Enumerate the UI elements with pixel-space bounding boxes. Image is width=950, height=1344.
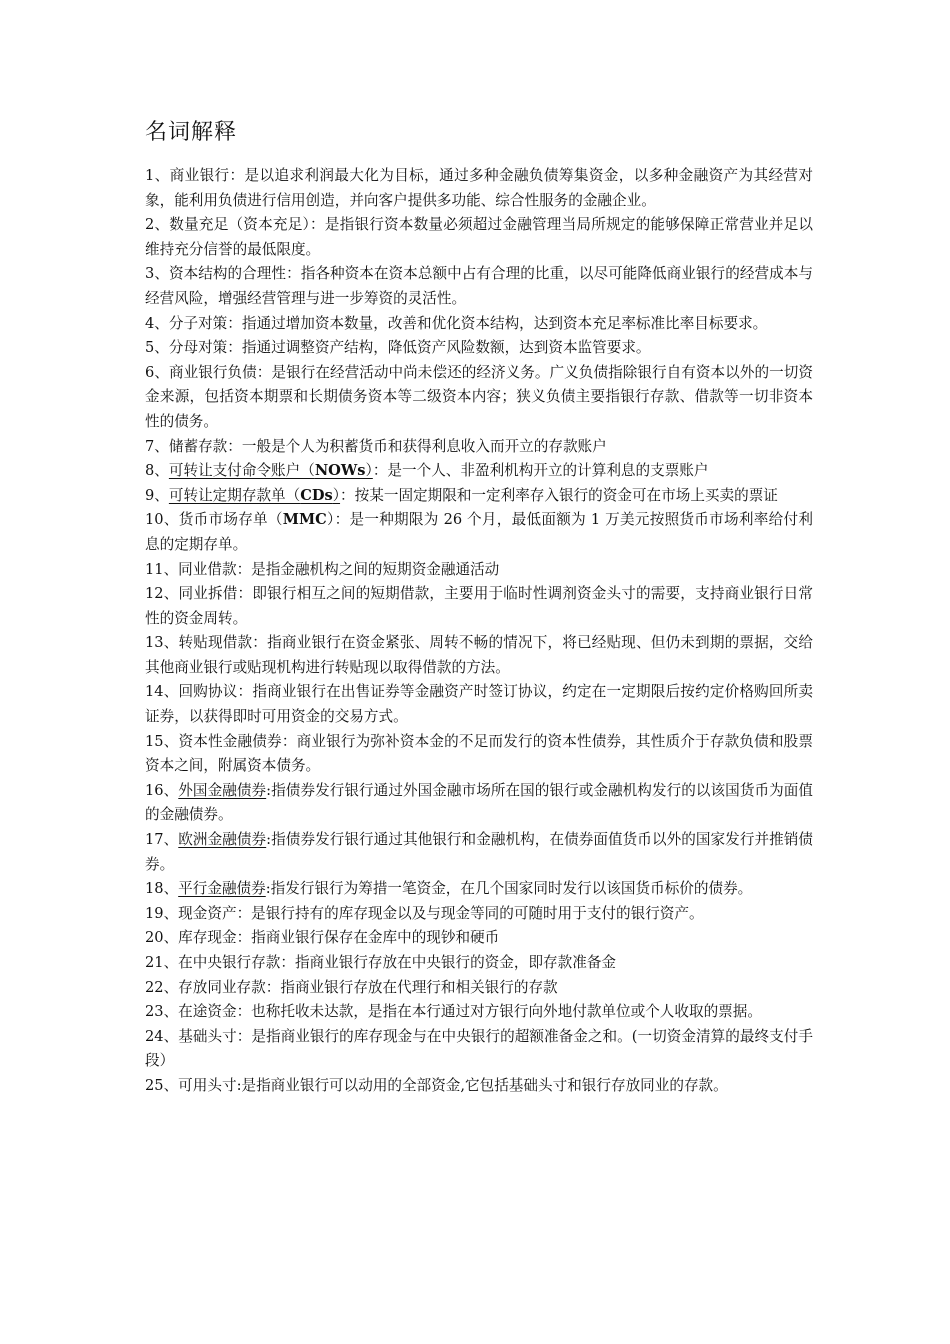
entry-definition: 指商业银行存放在中央银行的资金，即存款准备金: [294, 954, 617, 971]
entry-term: 转贴现借款: [178, 634, 253, 652]
list-item: 6、商业银行负债：是银行在经营活动中尚未偿还的经济义务。广义负债指除银行自有资本以外的一切资金来源，包括资本期票和长期债务资本等二级资本内容；狭义负债主要指银行存款、借款等一切非资本性的债务。: [145, 363, 813, 430]
entry-term-link[interactable]: 外国金融债券: [178, 781, 267, 799]
entry-number: 10、: [145, 511, 179, 529]
page-title: 名词解释: [145, 120, 238, 145]
entry-term: 回购协议: [178, 683, 238, 701]
document-page: [145, 118, 813, 1099]
entry-term: 资本性金融债券: [178, 732, 282, 750]
list-item: 3、资本结构的合理性：指各种资本在资本总额中占有合理的比重，以尽可能降低商业银行的经营成本与经营风险，增强经营管理与进一步筹资的灵活性。: [145, 265, 813, 307]
entry-definition: 指债券发行银行通过外国金融市场所在国的银行或金融机构发行的以该国货币为面值的金融债券。: [145, 781, 813, 824]
entry-term: 可用头寸: [178, 1076, 237, 1094]
entry-number: 17、: [145, 831, 179, 849]
list-item: 2、数量充足（资本充足）：是指银行资本数量必须超过金融管理当局所规定的能够保障正常营业并足以维持充分信誉的最低限度。: [145, 216, 813, 258]
list-item: 8、可转让支付命令账户（NOWs）：是一个人、非盈利机构开立的计算利息的支票账户: [145, 462, 709, 480]
list-item: 25、可用头寸:是指商业银行可以动用的全部资金,它包括基础头寸和银行存放同业的存款。: [145, 1076, 728, 1094]
entry-definition: 是指银行资本数量必须超过金融管理当局所规定的能够保障正常营业并足以维持充分信誉的最低限度。: [145, 216, 813, 258]
entry-number: 25、: [145, 1076, 179, 1094]
entry-term: 资本结构的合理性: [168, 265, 287, 283]
entry-term: 存放同业存款: [178, 978, 266, 996]
list-item: 17、欧洲金融债券:指债券发行银行通过其他银行和金融机构，在债券面值货币以外的国家发行并推销债券。: [145, 831, 813, 873]
entry-number: 2、: [145, 216, 170, 234]
entry-definition: 是银行在经营活动中尚未偿还的经济义务。广义负债指除银行自有资本以外的一切资金来源，包括资本期票和长期债务资本等二级资本内容；狭义负债主要指银行存款、借款等一切非资本性的债务。: [145, 363, 813, 430]
entry-number: 20、: [145, 929, 179, 947]
list-item: 12、同业拆借：即银行相互之间的短期借款，主要用于临时性调剂资金头寸的需要，支持商业银行日常性的资金周转。: [145, 585, 813, 627]
entry-number: 22、: [145, 978, 179, 996]
entry-term: 货币市场存单（MMC）: [178, 511, 335, 529]
entry-definition: 指商业银行在出售证券等金融资产时签订协议，约定在一定期限后按约定价格购回所卖证券，以获得即时可用资金的交易方式。: [145, 683, 813, 726]
entry-number: 24、: [145, 1027, 179, 1045]
entry-term: 商业银行: [169, 167, 230, 184]
entry-term: 现金资产: [178, 904, 237, 922]
list-item: 11、同业借款：是指金融机构之间的短期资金融通活动: [145, 560, 500, 578]
list-item: 23、在途资金：也称托收未达款，是指在本行通过对方银行向外地付款单位或个人收取的票据。: [145, 1003, 762, 1021]
entry-definition: 是一种期限为 26 个月，最低面额为 1 万美元按照货币市场利率给付利息的定期存单。: [145, 511, 813, 553]
entry-term-link[interactable]: 欧洲金融债券: [178, 831, 267, 849]
term-list: [145, 164, 813, 1099]
list-item: 24、基础头寸：是指商业银行的库存现金与在中央银行的超额准备金之和。(一切资金清算的最终支付手段）: [145, 1027, 813, 1070]
entry-term-link[interactable]: 可转让支付命令账户（NOWs）: [168, 462, 373, 480]
entry-definition: 是一个人、非盈利机构开立的计算利息的支票账户: [387, 462, 709, 480]
entry-number: 12、: [145, 585, 179, 603]
list-item: 20、库存现金：指商业银行保存在金库中的现钞和硬币: [145, 929, 500, 947]
entry-definition: 指商业银行保存在金库中的现钞和硬币: [251, 929, 500, 947]
entry-definition: 即银行相互之间的短期借款，主要用于临时性调剂资金头寸的需要，支持商业银行日常性的资金周转。: [145, 585, 813, 627]
entry-number: 14、: [145, 683, 179, 701]
entry-number: 23、: [145, 1003, 179, 1021]
entry-definition: 按某一固定期限和一定利率存入银行的资金可在市场上买卖的票证: [354, 486, 778, 504]
entry-number: 1、: [145, 167, 170, 184]
entry-number: 18、: [145, 880, 179, 898]
entry-term: 储蓄存款: [168, 437, 228, 455]
list-item: 10、货币市场存单（MMC）：是一种期限为 26 个月，最低面额为 1 万美元按照货币市场利率给付利息的定期存单。: [145, 511, 813, 553]
list-item: 19、现金资产：是银行持有的库存现金以及与现金等同的可随时用于支付的银行资产。: [145, 904, 704, 922]
entry-number: 4、: [145, 314, 169, 332]
entry-term: 同业借款: [178, 560, 237, 578]
entry-number: 6、: [145, 363, 169, 381]
entry-term-link[interactable]: 平行金融债券: [178, 880, 266, 898]
entry-definition: 指各种资本在资本总额中占有合理的比重，以尽可能降低商业银行的经营成本与经营风险，增强经营管理与进一步筹资的灵活性。: [145, 265, 813, 307]
entry-number: 9、: [145, 486, 169, 504]
entry-term: 在中央银行存款: [178, 954, 281, 971]
list-item: 5、分母对策：指通过调整资产结构，降低资产风险数额，达到资本监管要求。: [145, 339, 651, 357]
entry-term: 库存现金: [178, 929, 237, 947]
entry-number: 11、: [145, 560, 179, 578]
entry-number: 3、: [145, 265, 169, 283]
entry-definition: 是指商业银行的库存现金与在中央银行的超额准备金之和。(一切资金清算的最终支付手段）: [145, 1027, 813, 1070]
entry-definition: 也称托收未达款，是指在本行通过对方银行向外地付款单位或个人收取的票据。: [251, 1003, 762, 1021]
list-item: 21、在中央银行存款：指商业银行存放在中央银行的资金，即存款准备金: [145, 954, 617, 971]
entry-number: 13、: [145, 634, 179, 652]
entry-definition: 是指金融机构之间的短期资金融通活动: [251, 560, 500, 578]
list-item: 18、平行金融债券:指发行银行为筹措一笔资金，在几个国家同时发行以该国货币标价的债券。: [145, 880, 753, 898]
entry-term: 数量充足（资本充足）: [169, 216, 310, 234]
entry-definition: 是银行持有的库存现金以及与现金等同的可随时用于支付的银行资产。: [251, 904, 704, 922]
entry-number: 8、: [145, 462, 169, 480]
entry-term: 分母对策: [168, 339, 228, 357]
entry-definition: 商业银行为弥补资本金的不足而发行的资本性债券，其性质介于存款负债和股票资本之间，附属资本债务。: [145, 732, 813, 775]
entry-definition: 指通过增加资本数量，改善和优化资本结构，达到资本充足率标准比率目标要求。: [241, 314, 768, 332]
entry-definition: 指债券发行银行通过其他银行和金融机构，在债券面值货币以外的国家发行并推销债券。: [145, 831, 813, 873]
list-item: 7、储蓄存款：一般是个人为积蓄货币和获得利息收入而开立的存款账户: [145, 437, 607, 455]
list-item: 22、存放同业存款：指商业银行存放在代理行和相关银行的存款: [145, 978, 558, 996]
entry-definition: 是以追求利润最大化为目标，通过多种金融负债筹集资金，以多种金融资产为其经营对象，能利用负债进行信用创造，并向客户提供多功能、综合性服务的金融企业。: [145, 167, 813, 209]
entry-number: 5、: [145, 339, 169, 357]
entry-definition: 是指商业银行可以动用的全部资金,它包括基础头寸和银行存放同业的存款。: [241, 1076, 728, 1094]
entry-definition: 指商业银行存放在代理行和相关银行的存款: [280, 978, 558, 996]
entry-term: 在途资金: [178, 1003, 237, 1021]
entry-definition: 指发行银行为筹措一笔资金，在几个国家同时发行以该国货币标价的债券。: [270, 880, 753, 898]
list-item: 9、可转让定期存款单（CDs）：按某一固定期限和一定利率存入银行的资金可在市场上买卖的票证: [145, 486, 778, 504]
entry-term: 商业银行负债: [168, 363, 257, 381]
entry-number: 15、: [145, 732, 179, 750]
entry-number: 21、: [145, 954, 179, 971]
entry-term-link[interactable]: 可转让定期存款单（CDs）: [168, 486, 341, 504]
list-item: 1、商业银行：是以追求利润最大化为目标，通过多种金融负债筹集资金，以多种金融资产为其经营对象，能利用负债进行信用创造，并向客户提供多功能、综合性服务的金融企业。: [145, 167, 813, 209]
entry-term: 分子对策: [168, 314, 228, 332]
entry-number: 16、: [145, 781, 179, 799]
entry-definition: 一般是个人为积蓄货币和获得利息收入而开立的存款账户: [241, 437, 607, 455]
entry-number: 19、: [145, 904, 179, 922]
list-item: 15、资本性金融债券：商业银行为弥补资本金的不足而发行的资本性债券，其性质介于存款负债和股票资本之间，附属资本债务。: [145, 732, 813, 775]
list-item: 4、分子对策：指通过增加资本数量，改善和优化资本结构，达到资本充足率标准比率目标要求。: [145, 314, 768, 332]
entry-number: 7、: [145, 437, 169, 455]
list-item: 14、回购协议：指商业银行在出售证券等金融资产时签订协议，约定在一定期限后按约定价格购回所卖证券，以获得即时可用资金的交易方式。: [145, 683, 813, 726]
list-item: 16、外国金融债券:指债券发行银行通过外国金融市场所在国的银行或金融机构发行的以该国货币为面值的金融债券。: [145, 781, 813, 824]
list-item: 13、转贴现借款：指商业银行在资金紧张、周转不畅的情况下，将已经贴现、但仍未到期的票据，交给其他商业银行或贴现机构进行转贴现以取得借款的方法。: [145, 634, 813, 676]
entry-definition: 指通过调整资产结构，降低资产风险数额，达到资本监管要求。: [241, 339, 651, 357]
entry-definition: 指商业银行在资金紧张、周转不畅的情况下，将已经贴现、但仍未到期的票据，交给其他商业银行或贴现机构进行转贴现以取得借款的方法。: [145, 634, 813, 676]
entry-term: 同业拆借: [178, 585, 238, 603]
entry-term: 基础头寸: [178, 1027, 237, 1045]
